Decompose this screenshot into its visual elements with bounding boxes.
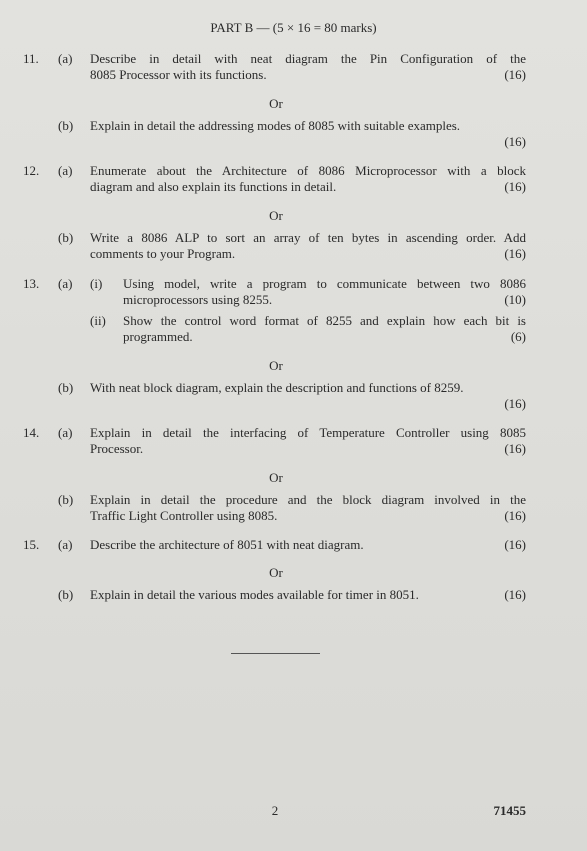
or-separator-13: Or	[269, 358, 283, 373]
q11-a-line2: 8085 Processor with its functions.	[90, 67, 267, 82]
q12-a-label: (a)	[58, 163, 73, 178]
q14-a-line1: Explain in detail the interfacing of Temperature Controller using 8085	[90, 425, 526, 440]
q13-a-i-label: (i)	[90, 276, 103, 291]
q14-b-line1: Explain in detail the procedure and the block diagram involved in the	[90, 492, 526, 507]
or-separator-15: Or	[269, 565, 283, 580]
or-separator-12: Or	[269, 208, 283, 223]
q14-a-label: (a)	[58, 425, 73, 440]
q13-a-ii-line2: programmed.	[123, 329, 193, 344]
q13-a-i-marks: (10)	[504, 292, 526, 307]
q13-a-ii-marks: (6)	[510, 329, 526, 344]
q13-b-line1: With neat block diagram, explain the description and functions of 8259.	[90, 380, 464, 395]
q11-a-line1: Describe in detail with neat diagram the Pin Configuration of the	[90, 51, 526, 66]
q11-b-label: (b)	[58, 118, 74, 133]
q14-b-label: (b)	[58, 492, 74, 507]
question-number-14: 14.	[23, 425, 40, 440]
q12-b-label: (b)	[58, 230, 74, 245]
q13-a-ii-label: (ii)	[90, 313, 106, 328]
q15-a-marks: (16)	[504, 537, 526, 552]
question-number-11: 11.	[23, 51, 39, 66]
question-paper-code: 71455	[493, 803, 526, 818]
or-separator-11: Or	[269, 96, 283, 111]
page-number: 2	[271, 803, 279, 818]
q14-b-line2: Traffic Light Controller using 8085.	[90, 508, 278, 523]
q12-b-line2: comments to your Program.	[90, 246, 236, 261]
q15-b-label: (b)	[58, 587, 74, 602]
q13-a-i-line2: microprocessors using 8255.	[123, 292, 273, 307]
q14-b-marks: (16)	[504, 508, 526, 523]
question-number-12: 12.	[23, 163, 40, 178]
q11-a-label: (a)	[58, 51, 73, 66]
question-number-13: 13.	[23, 276, 40, 291]
q15-a-line1: Describe the architecture of 8051 with neat diagram.	[90, 537, 364, 552]
q12-a-line2: diagram and also explain its functions in detail.	[90, 179, 337, 194]
q13-b-label: (b)	[58, 380, 74, 395]
q15-a-label: (a)	[58, 537, 73, 552]
part-b-header: PART B — (5 × 16 = 80 marks)	[210, 20, 377, 35]
end-rule	[231, 653, 320, 654]
q14-a-line2: Processor.	[90, 441, 144, 456]
q13-a-ii-line1: Show the control word format of 8255 and explain how each bit is	[123, 313, 526, 328]
q13-a-i-line1: Using model, write a program to communicate between two 8086	[123, 276, 526, 291]
q12-a-line1: Enumerate about the Architecture of 8086 Microprocessor with a block	[90, 163, 526, 178]
q12-b-marks: (16)	[504, 246, 526, 261]
q12-b-line1: Write a 8086 ALP to sort an array of ten bytes in ascending order. Add	[90, 230, 526, 245]
q14-a-marks: (16)	[504, 441, 526, 456]
q11-b-line1: Explain in detail the addressing modes of 8085 with suitable examples.	[90, 118, 461, 133]
q15-b-line1: Explain in detail the various modes available for timer in 8051.	[90, 587, 419, 602]
q11-b-marks: (16)	[504, 134, 526, 149]
q13-b-marks: (16)	[504, 396, 526, 411]
or-separator-14: Or	[269, 470, 283, 485]
q12-a-marks: (16)	[504, 179, 526, 194]
q15-b-marks: (16)	[504, 587, 526, 602]
q13-a-label: (a)	[58, 276, 73, 291]
question-number-15: 15.	[23, 537, 40, 552]
q11-a-marks: (16)	[504, 67, 526, 82]
